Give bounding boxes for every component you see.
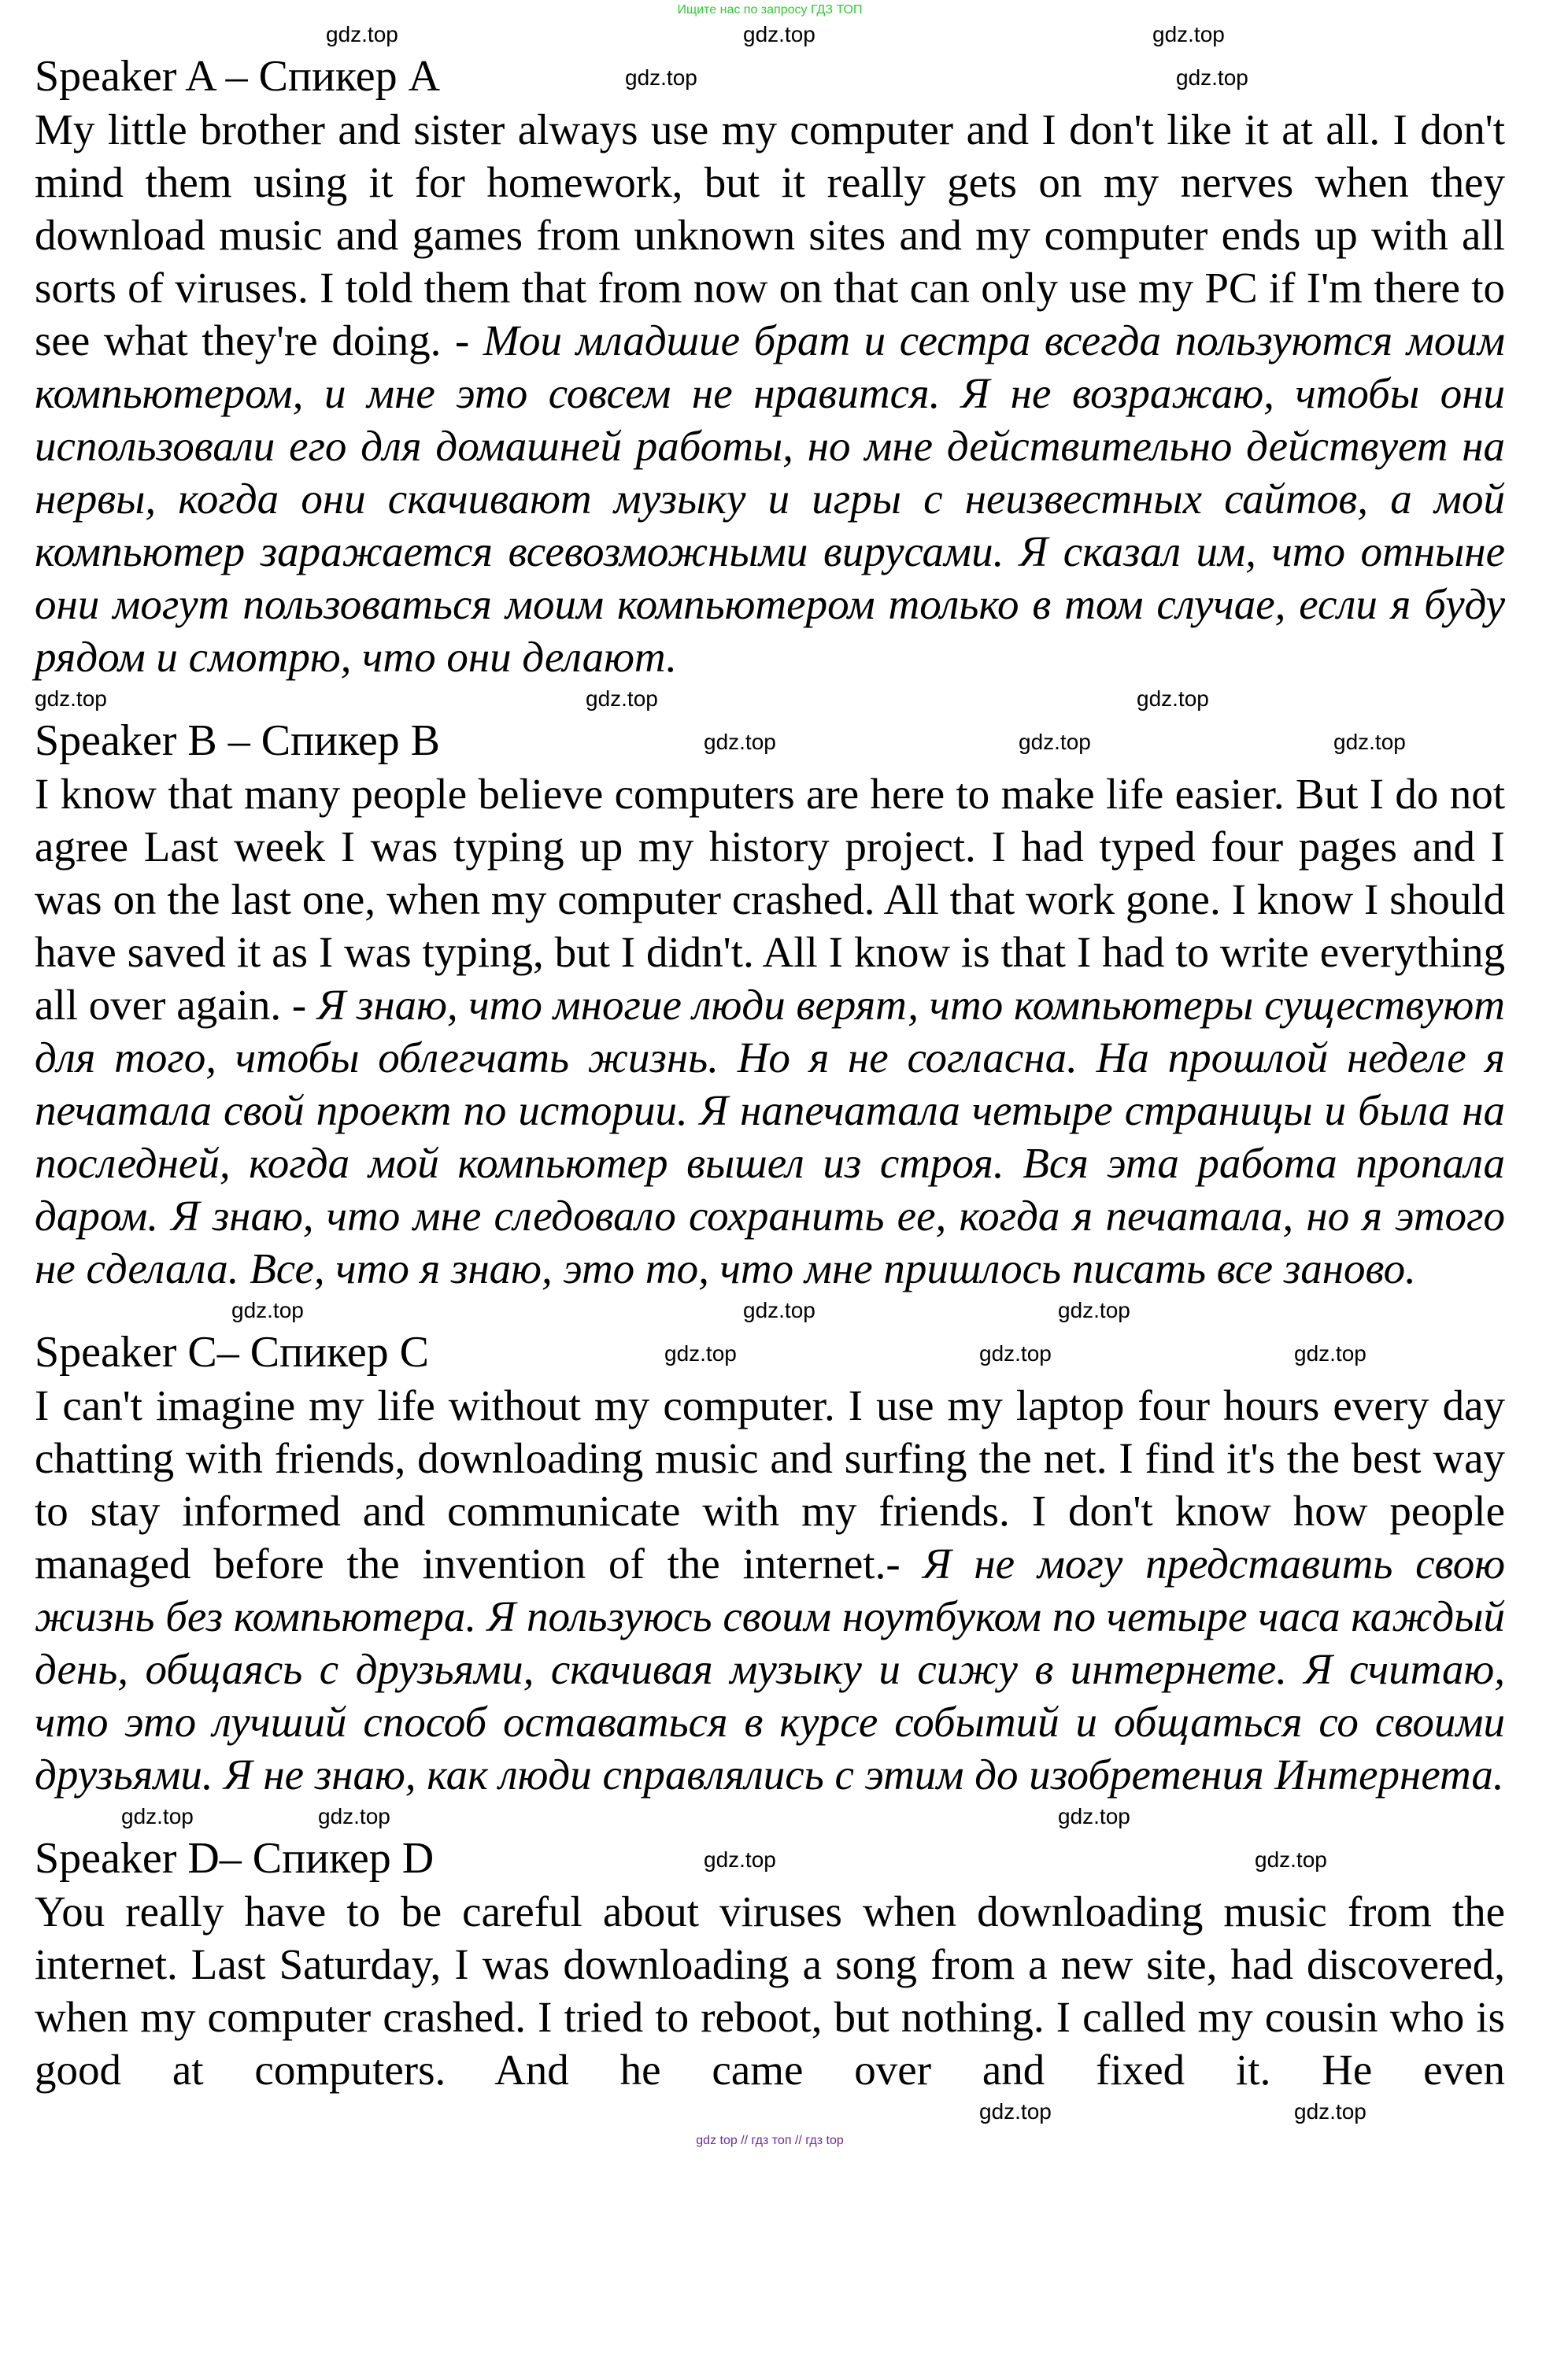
watermark: gdz.top [35, 686, 107, 711]
watermark: gdz.top [1255, 1847, 1327, 1872]
watermark: gdz.top [1019, 730, 1091, 754]
speaker-c-section [35, 1326, 1505, 1801]
speaker-d-heading-row [35, 1832, 1505, 1885]
watermark: gdz.top [1058, 1804, 1130, 1828]
speaker-b-section [35, 715, 1505, 1295]
speaker-b-english: I know that many people believe computers are here to make life easier. But I do not agree Last week I was typing up my history project. I had typed four pages and I was on the last one, when my computer crashed. All that work gone. I know I should have saved it as I was typing, but I didn't. All I know is that I had to write everything all over again. - [35, 770, 1505, 1029]
speaker-a-heading-row [35, 50, 1505, 103]
watermark: gdz.top [664, 1341, 737, 1366]
watermark: gdz.top [1176, 65, 1248, 90]
speaker-d-text [35, 1885, 1505, 2096]
watermark-row [35, 2096, 1505, 2128]
watermark: gdz.top [704, 730, 776, 754]
watermark: gdz.top [743, 22, 815, 46]
speaker-a-text [35, 103, 1505, 683]
watermark-row [35, 19, 1505, 50]
watermark-row [35, 1295, 1505, 1326]
search-hint-banner: Ищите нас по запросу ГДЗ ТОП [677, 3, 863, 17]
watermark: gdz.top [586, 686, 658, 711]
speaker-c-heading: Speaker C– Спикер C [35, 1328, 430, 1377]
watermark: gdz.top [318, 1804, 390, 1828]
footer-watermark: gdz top // гдз топ // гдз top [696, 2134, 844, 2147]
speaker-b-russian: Я знаю, что многие люди верят, что компьютеры существуют для того, чтобы облегчать жизнь. Но я не согласна. На прошлой неделе я печатала свой проект по истории. Я напечатала четыре страницы и была на последней, когда мой компьютер вышел из строя. Вся эта работа пропала даром. Я знаю, что мне следовало сохранить ее, когда я печатала, но я этого не сделала. Все, что я знаю, это то, что мне пришлось писать все заново. [35, 981, 1506, 1292]
watermark-row [35, 683, 1505, 715]
speaker-c-russian: Я не могу представить свою жизнь без компьютера. Я пользуюсь своим ноутбуком по четыре часа каждый день, общаясь с друзьями, скачивая музыку и сижу в интернете. Я считаю, что это лучший способ оставаться в курсе событий и общаться со своими друзьями. Я не знаю, как люди справлялись с этим до изобретения Интернета. [35, 1540, 1505, 1799]
watermark: gdz.top [1333, 730, 1406, 754]
speaker-d-heading: Speaker D– Спикер D [35, 1834, 435, 1883]
speaker-a-english: My little brother and sister always use my computer and I don't like it at all. I don't mind them using it for homework, but it really gets on my nerves when they download music and games from unknown sites and my computer ends up with all sorts of viruses. I told them that from now on that can only use my PC if I'm there to see what they're doing. - [35, 105, 1505, 364]
watermark: gdz.top [1294, 2099, 1366, 2124]
watermark: gdz.top [743, 1298, 815, 1322]
watermark: gdz.top [625, 65, 697, 90]
watermark: gdz.top [1294, 1341, 1366, 1366]
speaker-d-english: You really have to be careful about viruses when downloading music from the internet. Last Saturday, I was downloading a song from a new site, had discovered, when my computer crashed. I tried to reboot, but nothing. I called my cousin who is good at computers. And he came over and fixed it. He even [35, 1887, 1505, 2094]
speaker-a-heading: Speaker A – Спикер A [35, 52, 441, 101]
speaker-a-russian: Мои младшие брат и сестра всегда пользуются моим компьютером, и мне это совсем не нравится. Я не возражаю, чтобы они использовали его для домашней работы, но мне действительно действует на нервы, когда они скачивают музыку и игры с неизвестных сайтов, а мой компьютер заражается всевозможными вирусами. Я сказал им, что отныне они могут пользоваться моим компьютером только в том случае, если я буду рядом и смотрю, что они делают. [35, 316, 1505, 681]
speaker-c-text [35, 1379, 1505, 1801]
watermark: gdz.top [231, 1298, 304, 1322]
watermark: gdz.top [1058, 1298, 1130, 1322]
speaker-b-heading: Speaker B – Спикер B [35, 716, 441, 765]
speaker-c-heading-row [35, 1326, 1505, 1379]
watermark: gdz.top [326, 22, 398, 46]
speaker-a-section [35, 50, 1505, 683]
watermark-row [35, 1801, 1505, 1832]
watermark: gdz.top [121, 1804, 194, 1828]
watermark: gdz.top [979, 1341, 1052, 1366]
speaker-d-section [35, 1832, 1505, 2096]
speaker-c-english: I can't imagine my life without my computer. I use my laptop four hours every day chatting with friends, downloading music and surfing the net. I find it's the best way to stay informed and communicate with my friends. I don't know how people managed before the invention of the internet.- [35, 1381, 1505, 1588]
watermark: gdz.top [1137, 686, 1209, 711]
watermark: gdz.top [704, 1847, 776, 1872]
watermark: gdz.top [979, 2099, 1052, 2124]
watermark: gdz.top [1152, 22, 1225, 46]
speaker-b-heading-row [35, 715, 1505, 767]
speaker-b-text [35, 767, 1505, 1295]
